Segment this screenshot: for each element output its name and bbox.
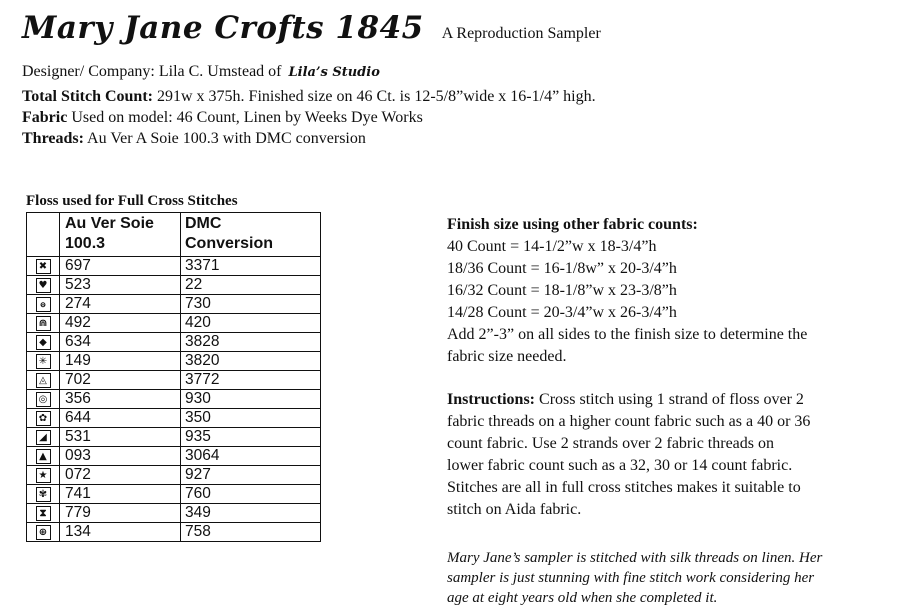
instructions-line2: fabric threads on a higher count fabric such as a 40 or 36 bbox=[447, 413, 811, 430]
symbol-cell bbox=[27, 523, 60, 541]
floss-row bbox=[27, 466, 320, 485]
instructions-line5: Stitches are all in full cross stitches makes it suitable to bbox=[447, 479, 801, 496]
floss-row bbox=[27, 352, 320, 371]
floss-row bbox=[27, 390, 320, 409]
dmc-cell: 930 bbox=[185, 390, 211, 407]
finish-size-heading: Finish size using other fabric counts: bbox=[447, 216, 698, 233]
au-header-line1: Au Ver Soie bbox=[65, 215, 154, 232]
fabric-label: Fabric bbox=[22, 109, 68, 126]
dmc-cell: 420 bbox=[185, 314, 211, 331]
finish-size-line: 40 Count = 14-1/2”w x 18-3/4”h bbox=[447, 238, 657, 255]
au-ver-soie-cell: 697 bbox=[60, 257, 181, 275]
designer-label: Designer/ Company: Lila C. Umstead of bbox=[22, 63, 282, 80]
stitch-symbol-icon: ♥ bbox=[36, 278, 51, 293]
au-header-line2: 100.3 bbox=[65, 235, 106, 252]
closing-note bbox=[447, 548, 892, 612]
finish-size-note-line1: Add 2”-3” on all sides to the finish size to determine the bbox=[447, 326, 808, 343]
dmc-header-line2: Conversion bbox=[185, 235, 274, 252]
floss-row bbox=[27, 333, 320, 352]
stitch-symbol-icon: ဓ bbox=[36, 297, 51, 312]
stitch-symbol-icon: ✳ bbox=[36, 354, 51, 369]
floss-row bbox=[27, 257, 320, 276]
au-ver-soie-cell: 093 bbox=[60, 447, 181, 465]
dmc-cell: 22 bbox=[185, 276, 203, 293]
floss-table bbox=[26, 212, 321, 542]
page-subtitle: A Reproduction Sampler bbox=[441, 25, 601, 42]
finish-size-line: 16/32 Count = 18-1/8”w x 23-3/8”h bbox=[447, 282, 677, 299]
symbol-cell bbox=[27, 504, 60, 522]
symbol-cell bbox=[27, 352, 60, 370]
threads-text: Au Ver A Soie 100.3 with DMC conversion bbox=[83, 130, 366, 147]
symbol-cell bbox=[27, 390, 60, 408]
dmc-cell: 927 bbox=[185, 466, 211, 483]
dmc-header-line1: DMC bbox=[185, 215, 222, 232]
au-ver-soie-cell: 072 bbox=[60, 466, 181, 484]
dmc-cell: 3772 bbox=[185, 371, 220, 388]
au-ver-soie-cell: 134 bbox=[60, 523, 181, 541]
floss-table-header bbox=[27, 213, 320, 257]
symbol-cell bbox=[27, 466, 60, 484]
au-ver-soie-cell: 356 bbox=[60, 390, 181, 408]
title-line bbox=[22, 10, 601, 46]
stitch-count-label: Total Stitch Count: bbox=[22, 88, 153, 105]
au-ver-soie-cell: 779 bbox=[60, 504, 181, 522]
floss-row bbox=[27, 409, 320, 428]
floss-table-body bbox=[27, 257, 320, 541]
floss-row bbox=[27, 428, 320, 447]
instructions-label: Instructions: bbox=[447, 391, 536, 408]
dmc-cell: 730 bbox=[185, 295, 211, 312]
instructions-section bbox=[447, 389, 892, 521]
dmc-column-header bbox=[181, 213, 320, 256]
instructions-line3: count fabric. Use 2 strands over 2 fabric threads on bbox=[447, 435, 774, 452]
au-ver-soie-cell: 523 bbox=[60, 276, 181, 294]
dmc-cell: 3064 bbox=[185, 447, 220, 464]
finish-size-note-line2: fabric size needed. bbox=[447, 348, 567, 365]
au-ver-soie-cell: 702 bbox=[60, 371, 181, 389]
symbol-cell bbox=[27, 371, 60, 389]
stitch-symbol-icon: ▲ bbox=[36, 449, 51, 464]
floss-row bbox=[27, 523, 320, 541]
instructions-line6: stitch on Aida fabric. bbox=[447, 501, 582, 518]
floss-row bbox=[27, 371, 320, 390]
finish-size-line: 14/28 Count = 20-3/4”w x 26-3/4”h bbox=[447, 304, 677, 321]
floss-row bbox=[27, 504, 320, 523]
symbol-cell bbox=[27, 485, 60, 503]
au-ver-soie-cell: 274 bbox=[60, 295, 181, 313]
symbol-cell bbox=[27, 409, 60, 427]
au-ver-soie-cell: 531 bbox=[60, 428, 181, 446]
dmc-cell: 350 bbox=[185, 409, 211, 426]
floss-table-caption: Floss used for Full Cross Stitches bbox=[26, 193, 238, 209]
dmc-cell: 935 bbox=[185, 428, 211, 445]
threads-label: Threads: bbox=[22, 130, 84, 147]
threads-line bbox=[22, 130, 366, 148]
stitch-symbol-icon: ★ bbox=[36, 468, 51, 483]
dmc-cell: 3828 bbox=[185, 333, 220, 350]
symbol-cell bbox=[27, 314, 60, 332]
dmc-cell: 760 bbox=[185, 485, 211, 502]
finish-size-section bbox=[447, 214, 892, 368]
stitch-symbol-icon: ◎ bbox=[36, 392, 51, 407]
dmc-cell: 3820 bbox=[185, 352, 220, 369]
symbol-cell bbox=[27, 295, 60, 313]
closing-note-line2: sampler is just stunning with fine stitch work considering her bbox=[447, 570, 815, 586]
au-ver-soie-cell: 644 bbox=[60, 409, 181, 427]
au-ver-soie-cell: 492 bbox=[60, 314, 181, 332]
floss-row bbox=[27, 295, 320, 314]
symbol-cell bbox=[27, 333, 60, 351]
symbol-cell bbox=[27, 257, 60, 275]
au-ver-soie-cell: 149 bbox=[60, 352, 181, 370]
dmc-cell: 349 bbox=[185, 504, 211, 521]
floss-row bbox=[27, 485, 320, 504]
finish-size-line: 18/36 Count = 16-1/8w” x 20-3/4”h bbox=[447, 260, 677, 277]
symbol-cell bbox=[27, 428, 60, 446]
stitch-symbol-icon: ◬ bbox=[36, 373, 51, 388]
floss-row bbox=[27, 314, 320, 333]
au-ver-soie-column-header bbox=[60, 213, 181, 256]
page-title: Mary Jane Crofts 1845 bbox=[22, 10, 424, 46]
symbol-cell bbox=[27, 447, 60, 465]
au-ver-soie-cell: 634 bbox=[60, 333, 181, 351]
au-ver-soie-cell: 741 bbox=[60, 485, 181, 503]
stitch-symbol-icon: ⋒ bbox=[36, 316, 51, 331]
dmc-cell: 3371 bbox=[185, 257, 220, 274]
stitch-symbol-icon: ⊕ bbox=[36, 525, 51, 540]
instructions-line1: Cross stitch using 1 strand of floss over 2 bbox=[535, 391, 804, 408]
floss-row bbox=[27, 447, 320, 466]
stitch-symbol-icon: ✖ bbox=[36, 259, 51, 274]
dmc-cell: 758 bbox=[185, 523, 211, 540]
symbol-column-header bbox=[27, 213, 60, 256]
fabric-text: Used on model: 46 Count, Linen by Weeks Dye Works bbox=[67, 109, 423, 126]
symbol-cell bbox=[27, 276, 60, 294]
stitch-count-text: 291w x 375h. Finished size on 46 Ct. is 12-5/8”wide x 16-1/4” high. bbox=[152, 88, 596, 105]
floss-row bbox=[27, 276, 320, 295]
stitch-symbol-icon: ⧗ bbox=[36, 506, 51, 521]
instructions-line4: lower fabric count such as a 32, 30 or 14 count fabric. bbox=[447, 457, 793, 474]
stitch-symbol-icon: ✾ bbox=[36, 487, 51, 502]
fabric-line bbox=[22, 109, 423, 127]
closing-note-line1: Mary Jane’s sampler is stitched with silk threads on linen. Her bbox=[447, 550, 823, 566]
studio-name: Lila’s Studio bbox=[288, 65, 380, 80]
stitch-count-line bbox=[22, 88, 596, 106]
closing-note-line3: age at eight years old when she completed it. bbox=[447, 590, 718, 606]
designer-line bbox=[22, 63, 380, 81]
stitch-symbol-icon: ✿ bbox=[36, 411, 51, 426]
stitch-symbol-icon: ◢ bbox=[36, 430, 51, 445]
stitch-symbol-icon: ◆ bbox=[36, 335, 51, 350]
